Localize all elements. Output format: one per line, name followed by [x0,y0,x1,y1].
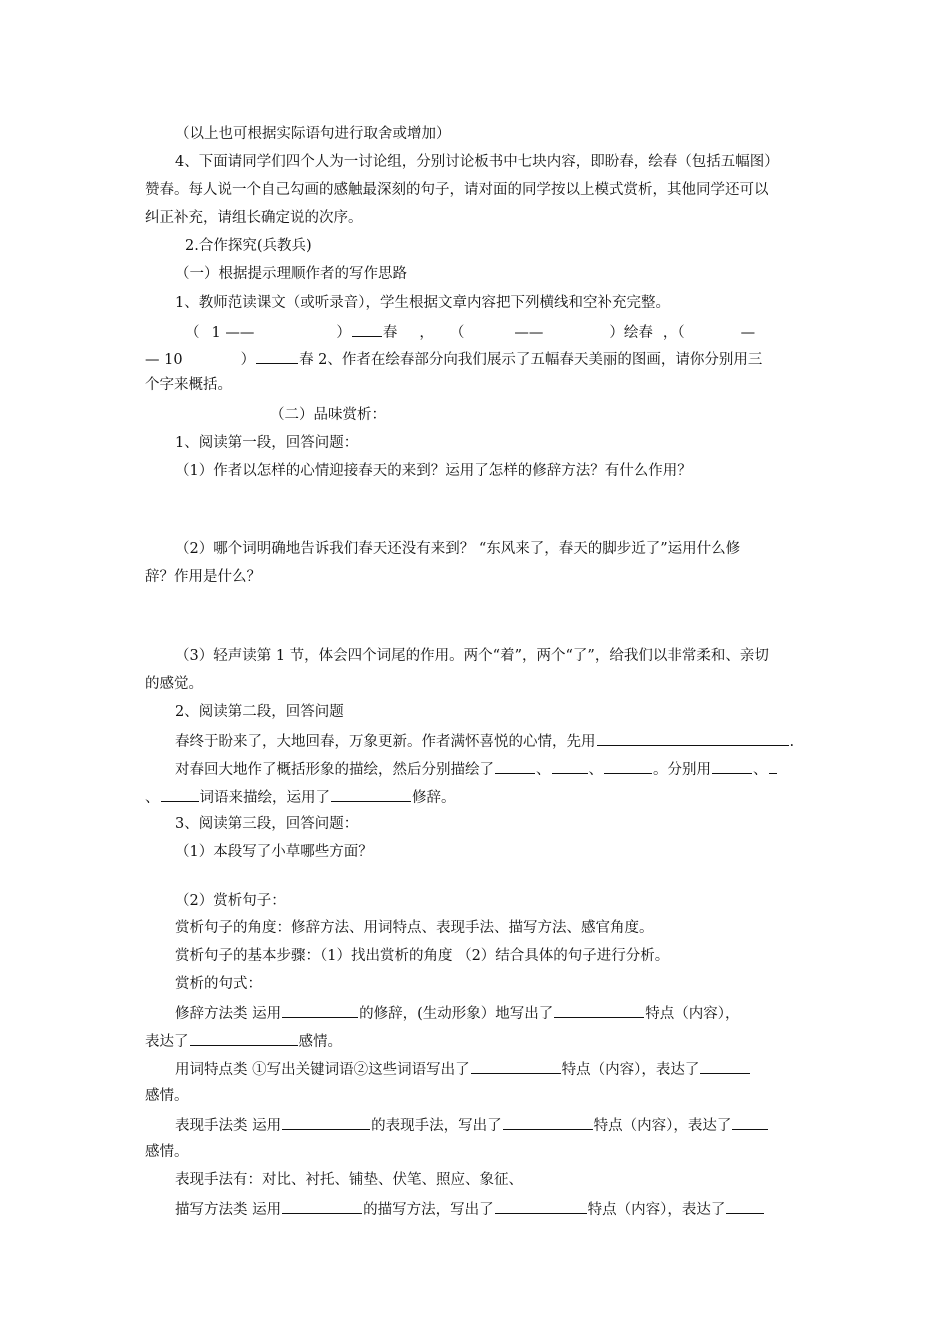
pattern-description-line-1 [175,1198,815,1220]
blank-field[interactable] [503,1114,593,1130]
appreciation-angles: 赏析句子的角度：修辞方法、用词特点、表现手法、描写方法、感官角度。 [175,920,654,936]
blank-field[interactable] [282,1002,358,1018]
pattern-wording-line-2: 感情。 [145,1088,189,1104]
text: 、 [536,762,551,778]
blank-field[interactable] [712,758,752,774]
text: — 10 [145,352,183,368]
text: 的表现手法，写出了 [371,1118,502,1134]
subsection-heading-2: （二）品味赏析： [270,407,386,423]
text: 的修辞，(生动形象）地写出了 [359,1006,554,1022]
question-1-2-line-2: 辞？作用是什么？ [145,569,261,585]
blank-field[interactable] [352,321,382,337]
text: ） [336,325,351,341]
note-line: （以上也可根据实际语句进行取舍或增加） [175,126,451,142]
technique-list: 表现手法有：对比、衬托、铺垫、伏笔、照应、象征、 [175,1172,523,1188]
blank-field[interactable] [256,348,298,364]
text: 描写方法类 运用 [175,1202,282,1218]
question-group-3: 3、阅读第三段，回答问题： [175,816,359,832]
fill-in-line-2 [145,348,810,370]
text: 特点（内容），表达了 [593,1118,732,1134]
blank-field[interactable] [597,730,789,746]
text: 春 2、作者在绘春部分向我们展示了五幅春天美丽的图画，请你分别用三 [299,352,763,368]
question-3-1: （1）本段写了小草哪些方面？ [175,844,373,860]
fill-in-line-1 [185,321,810,343]
text: . [789,734,795,750]
question-1-2-line-1: （2）哪个词明确地告诉我们春天还没有来到？ “东风来了，春天的脚步近了”运用什么修 [175,541,741,557]
question-1-3-line-2: 的感觉。 [145,676,203,692]
text: — [740,325,756,341]
blank-field[interactable] [471,1058,561,1074]
appreciation-steps: 赏析句子的基本步骤：（1）找出赏析的角度 （2）结合具体的句子进行分析。 [175,948,670,964]
section-heading-cooperation: 2.合作探究(兵教兵) [185,238,312,254]
text: 修辞。 [412,790,456,806]
text: 1 —— [211,325,255,341]
text: 春 [382,325,398,341]
text: 对春回大地作了概括形象的描绘，然后分别描绘了 [175,762,494,778]
blank-field[interactable] [161,786,199,802]
blank-field[interactable] [726,1198,764,1214]
text: 表现手法类 运用 [175,1118,282,1134]
text: 特点（内容），表达了 [561,1062,700,1078]
paragraph-2-line-1 [175,730,815,752]
question-1-1: （1）作者以怎样的心情迎接春天的来到？运用了怎样的修辞方法？有什么作用？ [175,463,692,479]
text: —— [514,325,544,341]
question-3-2: （2）赏析句子： [175,893,286,909]
text: 。分别用 [653,762,711,778]
blank-field[interactable] [700,1058,750,1074]
blank-field[interactable] [282,1114,370,1130]
blank-field[interactable] [495,1198,587,1214]
text: （ [185,325,200,341]
appreciation-patterns-heading: 赏析的句式： [175,976,262,992]
paragraph-2-line-2 [175,758,815,780]
blank-field[interactable] [732,1114,768,1130]
blank-field[interactable] [604,758,652,774]
blank-field[interactable] [769,758,777,774]
text: 修辞方法类 运用 [175,1006,282,1022]
task4-line-1: 4、下面请同学们四个人为一讨论组，分别讨论板书中七块内容，即盼春，绘春（包括五幅图） [175,154,779,170]
blank-field[interactable] [495,758,535,774]
pattern-technique-line-2: 感情。 [145,1144,189,1160]
text: 春终于盼来了，大地回春，万象更新。作者满怀喜悦的心情，先用 [175,734,596,750]
question-group-2: 2、阅读第二段，回答问题 [175,704,344,720]
blank-field[interactable] [190,1030,298,1046]
blank-field[interactable] [552,758,588,774]
text: 、 [588,762,603,778]
text: 用词特点类 ①写出关键词语②这些词语写出了 [175,1062,470,1078]
task4-line-3: 纠正补充，请组长确定说的次序。 [145,210,363,226]
blank-field[interactable] [331,786,411,802]
text: 特点（内容）， [645,1006,740,1022]
text: ，（ [662,325,685,341]
pattern-rhetoric-line-1 [175,1002,815,1024]
text: 、 [753,762,768,778]
paragraph-2-line-3 [145,786,810,808]
text: ） [240,352,256,368]
task4-line-2: 赞春。每人说一个自己勾画的感触最深刻的句子，请对面的同学按以上模式赏析，其他同学还可以 [145,182,769,198]
question-1-3-line-1: （3）轻声读第 1 节，体会四个词尾的作用。两个“着”，两个“了”，给我们以非常柔和、亲切 [175,648,769,664]
text: 表达了 [145,1034,189,1050]
text: ）绘春 [609,325,653,341]
text: 特点（内容），表达了 [587,1202,726,1218]
pattern-wording-line-1 [175,1058,815,1080]
pattern-technique-line-1 [175,1114,815,1136]
text: ， [419,325,434,341]
text: 、 [145,790,160,806]
fill-in-line-3: 个字来概括。 [145,377,232,393]
instruction-line: 1、教师范读课文（或听录音），学生根据文章内容把下列横线和空补充完整。 [175,295,670,311]
blank-field[interactable] [554,1002,644,1018]
text: 的描写方法，写出了 [363,1202,494,1218]
subsection-heading-1: （一）根据提示理顺作者的写作思路 [175,266,407,282]
blank-field[interactable] [282,1198,362,1214]
text: 感情。 [298,1034,342,1050]
text: 词语来描绘，运用了 [199,790,330,806]
pattern-rhetoric-line-2 [145,1030,810,1052]
text: （ [449,325,465,341]
question-group-1: 1、阅读第一段，回答问题： [175,435,359,451]
